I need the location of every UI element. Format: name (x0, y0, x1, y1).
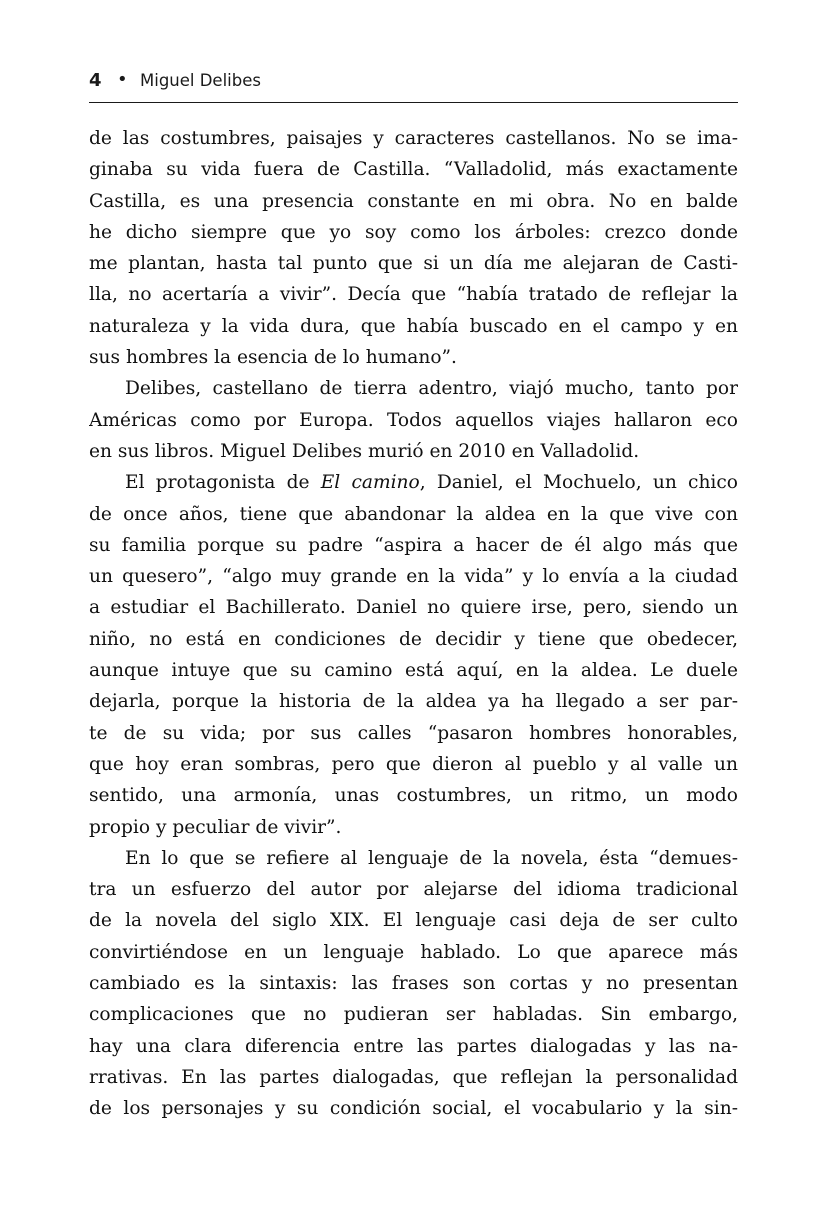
body-text (89, 123, 738, 1125)
text-segment: , Daniel, el Mochuelo, un chico (419, 472, 738, 494)
text-line: de once años, tiene que abandonar la aldea en la que vive con (89, 503, 738, 525)
text-line: te de su vida; por sus calles “pasaron hombres honorables, (89, 722, 738, 744)
text-segment: El protagonista de (125, 472, 321, 494)
text-line: he dicho siempre que yo soy como los árboles: crezco donde (89, 221, 738, 243)
text-line: lla, no acertaría a vivir”. Decía que “había tratado de reflejar la (89, 284, 738, 306)
running-header (89, 68, 738, 98)
text-line: En lo que se refiere al lenguaje de la novela, ésta “demues- (125, 847, 738, 869)
text-line: de los personajes y su condición social, el vocabulario y la sin- (89, 1098, 738, 1120)
text-line: en sus libros. Miguel Delibes murió en 2010 en Valladolid. (89, 440, 640, 462)
text-line: ginaba su vida fuera de Castilla. “Valladolid, más exactamente (89, 159, 738, 181)
text-line: niño, no está en condiciones de decidir y tiene que obedecer, (89, 628, 738, 650)
text-line: Castilla, es una presencia constante en mi obra. No en balde (89, 190, 738, 212)
text-line: a estudiar el Bachillerato. Daniel no quiere irse, pero, siendo un (89, 597, 738, 619)
text-line: aunque intuye que su camino está aquí, en la aldea. Le duele (89, 660, 738, 682)
text-line: tra un esfuerzo del autor por alejarse del idioma tradicional (89, 879, 738, 901)
text-line: Delibes, castellano de tierra adentro, viajó mucho, tanto por (125, 378, 738, 400)
text-line: propio y peculiar de vivir”. (89, 816, 342, 838)
text-line: de la novela del siglo XIX. El lenguaje casi deja de ser culto (89, 910, 738, 932)
running-head-author: Miguel Delibes (140, 71, 261, 90)
page-number: 4 (89, 70, 102, 91)
text-line: dejarla, porque la historia de la aldea ya ha llegado a ser par- (89, 691, 738, 713)
header-bullet: • (117, 69, 128, 90)
text-line: Américas como por Europa. Todos aquellos viajes hallaron eco (89, 409, 738, 431)
text-line: de las costumbres, paisajes y caracteres castellanos. No se ima- (89, 128, 738, 149)
text-line: hay una clara diferencia entre las partes dialogadas y las na- (89, 1035, 738, 1057)
text-line: un quesero”, “algo muy grande en la vida” y lo envía a la ciudad (89, 566, 738, 588)
text-line: su familia porque su padre “aspira a hacer de él algo más que (89, 534, 738, 556)
text-line: sus hombres la esencia de lo humano”. (89, 347, 457, 369)
text-line: sentido, una armonía, unas costumbres, un ritmo, un modo (89, 785, 738, 807)
text-line: complicaciones que no pudieran ser habladas. Sin embargo, (89, 1004, 738, 1026)
text-line-protagonist (89, 467, 738, 498)
text-line: rrativas. En las partes dialogadas, que reflejan la personalidad (89, 1066, 738, 1088)
text-line: naturaleza y la vida dura, que había buscado en el campo y en (89, 315, 738, 337)
text-line: convirtiéndose en un lenguaje hablado. Lo que aparece más (89, 941, 738, 963)
header-rule (89, 102, 738, 103)
book-title: El camino (320, 472, 420, 494)
text-line: me plantan, hasta tal punto que si un día me alejaran de Casti- (89, 253, 738, 275)
text-line: que hoy eran sombras, pero que dieron al pueblo y al valle un (89, 753, 738, 775)
text-line: cambiado es la sintaxis: las frases son cortas y no presentan (89, 973, 738, 995)
